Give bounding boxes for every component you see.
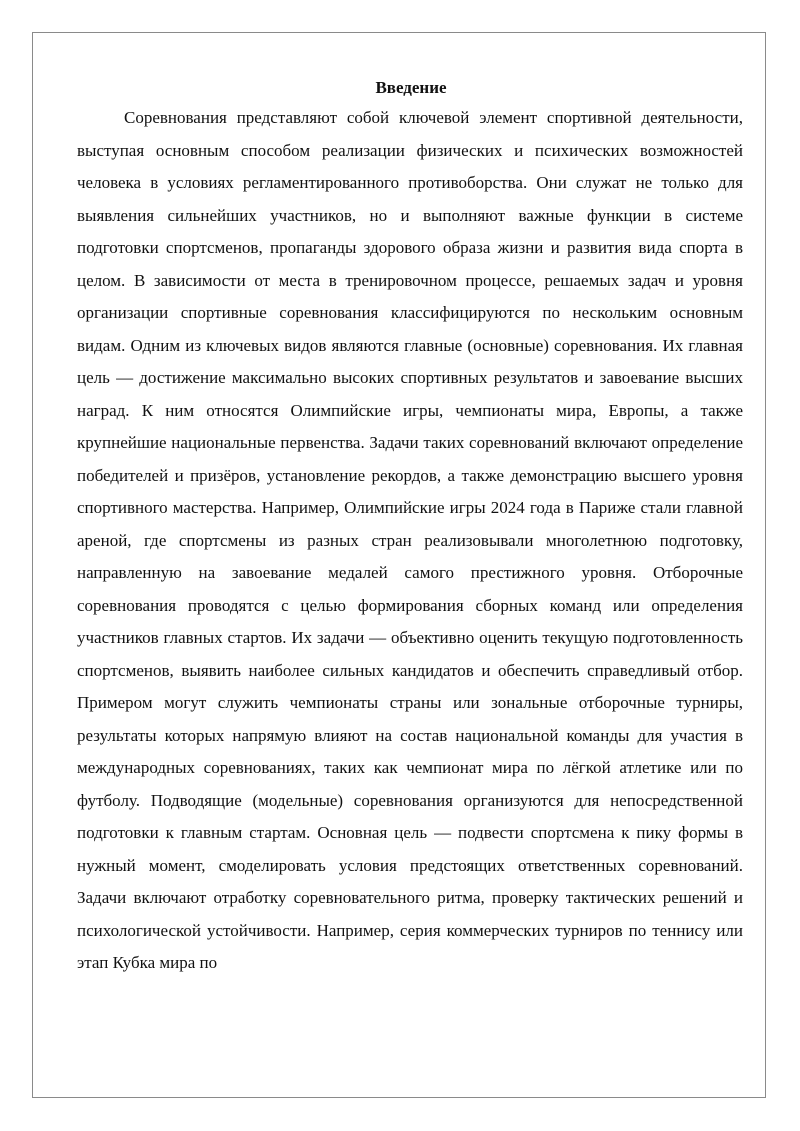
page-content xyxy=(77,77,743,980)
body-paragraph: Соревнования представляют собой ключевой элемент спортивной деятельности, выступая основным способом реализации физических и психических возможностей человека в условиях регламентированного противоборства. Они служат не только для выявления сильнейших участников, но и выполняют важные функции в системе подготовки спортсменов, пропаганды здорового образа жизни и развития вида спорта в целом. В зависимости от места в тренировочном процессе, решаемых задач и уровня организации спортивные соревнования классифицируются по нескольким основным видам. Одним из ключевых видов являются главные (основные) соревнования. Их главная цель — достижение максимально высоких спортивных результатов и завоевание высших наград. К ним относятся Олимпийские игры, чемпионаты мира, Европы, а также крупнейшие национальные первенства. Задачи таких соревнований включают определение победителей и призёров, установление рекордов, а также демонстрацию высшего уровня спортивного мастерства. Например, Олимпийские игры 2024 года в Париже стали главной ареной, где спортсмены из разных стран реализовывали многолетнюю подготовку, направленную на завоевание медалей самого престижного уровня. Отборочные соревнования проводятся с целью формирования сборных команд или определения участников главных стартов. Их задачи — объективно оценить текущую подготовленность спортсменов, выявить наиболее сильных кандидатов и обеспечить справедливый отбор. Примером могут служить чемпионаты страны или зональные отборочные турниры, результаты которых напрямую влияют на состав национальной команды для участия в международных соревнованиях, таких как чемпионат мира по лёгкой атлетике или по футболу. Подводящие (модельные) соревнования организуются для непосредственной подготовки к главным стартам. Основная цель — подвести спортсмена к пику формы в нужный момент, смоделировать условия предстоящих ответственных соревнований. Задачи включают отработку соревновательного ритма, проверку тактических решений и психологической устойчивости. Например, серия коммерческих турниров по теннису или этап Кубка мира по xyxy=(77,108,743,972)
section-title: Введение xyxy=(375,78,447,97)
document-page xyxy=(32,32,766,1098)
